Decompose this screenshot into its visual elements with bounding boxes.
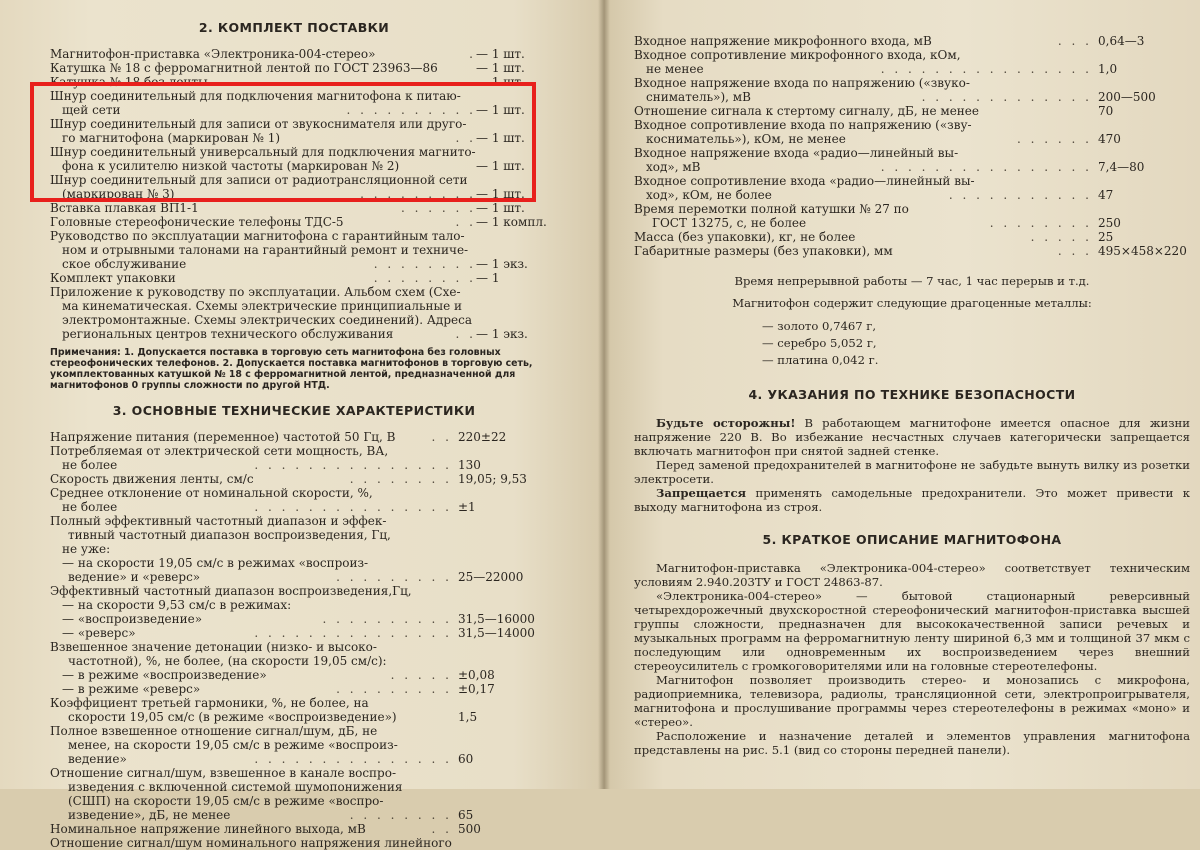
item-text: Входное напряжение входа «радио—линейный вы-	[634, 146, 959, 160]
list-item	[50, 794, 538, 808]
list-item	[50, 61, 538, 75]
item-text: Вставка плавкая ВП1-1	[50, 201, 199, 215]
leader-dots: . . .	[1057, 244, 1092, 258]
list-item	[50, 257, 538, 271]
item-value: 470	[1098, 132, 1121, 146]
item-value: 495×458×220	[1098, 244, 1187, 258]
item-value: 1,5	[458, 710, 478, 724]
safety-prohibit-bold: Запрещается	[656, 486, 747, 500]
leader-dots: . . . . . .	[401, 201, 476, 215]
list-item	[634, 48, 1190, 62]
safety-paragraph-3: Запрещается применять самодельные предохранители. Это может привести к выходу магнитофона из строя.	[634, 486, 1190, 514]
leader-dots: . . . . . . . . . . . . . . . .	[880, 62, 1092, 76]
item-text: Скорость движения ленты, см/с	[50, 472, 254, 486]
list-item	[50, 654, 538, 668]
item-value: 25	[1098, 230, 1114, 244]
item-text: электромонтажные. Схемы электрических соединений). Адреса	[62, 313, 472, 327]
item-text: ГОСТ 13275, с, не более	[652, 216, 807, 230]
list-item	[50, 598, 538, 612]
list-item	[50, 47, 538, 61]
item-text: Потребляемая от электрической сети мощность, ВА,	[50, 444, 389, 458]
item-value: — 1 шт.	[476, 187, 525, 201]
item-value: 31,5—14000	[458, 626, 535, 640]
item-text: Шнур соединительный для записи от радиотрансляционной сети	[50, 173, 468, 187]
item-value: — 1 шт.	[476, 201, 525, 215]
item-value: — 1 шт.	[476, 159, 525, 173]
item-value: 25—22000	[458, 570, 524, 584]
item-text: коснимательь»), кОм, не менее	[646, 132, 846, 146]
list-item	[50, 836, 538, 850]
list-item	[634, 146, 1190, 160]
item-text: Входное напряжение входа по напряжению («звуко-	[634, 76, 970, 90]
leader-dots: . . . . . . . .	[373, 257, 476, 271]
item-text: (СШП) на скорости 19,05 см/с в режиме «воспро-	[68, 794, 384, 808]
list-item	[50, 458, 538, 472]
item-value: 1,0	[1098, 62, 1118, 76]
item-text: менее, на скорости 19,05 см/с в режиме «воспроиз-	[68, 738, 398, 752]
leader-dots: . . . . . . . . . . . . . . .	[254, 626, 452, 640]
leader-dots: . . . . . . . . . . .	[948, 188, 1092, 202]
leader-dots: . . . . . . . . .	[336, 682, 452, 696]
list-item	[634, 230, 1190, 244]
list-item	[50, 500, 538, 514]
list-item	[50, 299, 538, 313]
leader-dots: . . . . . . . . . . . . . . .	[254, 500, 452, 514]
list-item	[50, 640, 538, 654]
item-text: Отношение сигнал/шум, взвешенное в канале воспро-	[50, 766, 397, 780]
item-value: 65	[458, 808, 474, 822]
item-value: — 1 шт.	[476, 75, 525, 89]
item-text: щей сети	[62, 103, 121, 117]
item-value: 500	[458, 822, 481, 836]
leader-dots: . . . . . .	[1017, 132, 1092, 146]
item-text: Эффективный частотный диапазон воспроизведения,Гц,	[50, 584, 412, 598]
list-item	[634, 174, 1190, 188]
item-value: 220±22	[458, 430, 507, 444]
leader-dots: . . . . . . . .	[349, 808, 452, 822]
leader-dots: . . . . . . . .	[349, 472, 452, 486]
item-text: не уже:	[62, 542, 111, 556]
list-item	[634, 90, 1190, 104]
item-text: Катушка № 18 с ферромагнитной лентой по ГОСТ 23963—86	[50, 61, 438, 75]
item-text: — на скорости 19,05 см/с в режимах «воспроиз-	[62, 556, 369, 570]
item-text: Руководство по эксплуатации магнитофона с гарантийным тало-	[50, 229, 465, 243]
item-text: Отношение сигнал/шум номинального напряжения линейного	[50, 836, 452, 850]
list-item	[50, 696, 538, 710]
list-item	[50, 243, 538, 257]
item-text: — на скорости 9,53 см/с в режимах:	[62, 598, 292, 612]
item-text: скорости 19,05 см/с (в режиме «воспроизведение»)	[68, 710, 397, 724]
item-text: Полное взвешенное отношение сигнал/шум, дБ, не	[50, 724, 378, 738]
list-item	[50, 682, 538, 696]
item-value: — 1	[476, 271, 500, 285]
leader-dots: . .	[431, 822, 452, 836]
item-text: не более	[62, 458, 118, 472]
leader-dots: . .	[455, 131, 476, 145]
item-text: Входное напряжение микрофонного входа, мВ	[634, 34, 932, 48]
item-text: фона к усилителю низкой частоты (маркирован № 2)	[62, 159, 400, 173]
section-4-title: 4. УКАЗАНИЯ ПО ТЕХНИКЕ БЕЗОПАСНОСТИ	[748, 387, 1076, 402]
list-item	[50, 542, 538, 556]
leader-dots: . . . . . . . . . . . . . . . .	[880, 160, 1092, 174]
leader-dots: . . . . .	[1030, 230, 1092, 244]
description-paragraph-4: Расположение и назначение деталей и элементов управления магнитофона представлены на рис. 5.1 (вид со стороны передней панели).	[634, 729, 1190, 757]
spec-list-left	[50, 430, 538, 850]
item-text: региональных центров технического обслуживания	[62, 327, 394, 341]
supply-note: Примечания: 1. Допускается поставка в торговую сеть магнитофона без головных стереофонических телефонов. 2. Допускается поставка магнитофонов в торговую сеть, укомплектованных катушкой № 18 с ферромагнитной лентой, предназначенной для магнитофонов 0 группы сложности по другой НТД.	[50, 347, 533, 391]
item-text: — в режиме «реверс»	[62, 682, 201, 696]
safety-paragraph-1: Будьте осторожны! В работающем магнитофоне имеется опасное для жизни напряжение 220 В. Во избежание несчастных случаев категорически запрещается включать магнитофон при снятой задней стенке.	[634, 416, 1190, 458]
item-text: ход», кОм, не более	[646, 188, 772, 202]
item-value: — 1 компл.	[476, 215, 547, 229]
item-text: — в режиме «воспроизведение»	[62, 668, 267, 682]
item-value: — 1 шт.	[476, 47, 525, 61]
item-text: ведение»	[68, 752, 127, 766]
leader-dots: .	[469, 47, 476, 61]
leader-dots: . . . . . . . .	[989, 216, 1092, 230]
right-page	[604, 0, 1200, 789]
item-text: Масса (без упаковки), кг, не более	[634, 230, 856, 244]
metal-platinum: — платина 0,042 г.	[762, 353, 879, 367]
item-text: Отношение сигнала к стертому сигналу, дБ, не менее	[634, 104, 980, 118]
item-text: Номинальное напряжение линейного выхода, мВ	[50, 822, 366, 836]
list-item	[50, 430, 538, 444]
item-value: 130	[458, 458, 481, 472]
section-2-title: 2. КОМПЛЕКТ ПОСТАВКИ	[198, 20, 390, 35]
item-text: не менее	[646, 62, 704, 76]
item-value: — 1 шт.	[476, 103, 525, 117]
list-item	[50, 271, 538, 285]
metal-silver: — серебро 5,052 г,	[762, 336, 877, 350]
list-item	[50, 313, 538, 327]
item-text: Время перемотки полной катушки № 27 по	[634, 202, 909, 216]
item-text: частотной), %, не более, (на скорости 19,05 см/с):	[68, 654, 387, 668]
list-item	[50, 215, 547, 229]
list-item	[50, 752, 538, 766]
list-item	[50, 201, 538, 215]
item-value: ±1	[458, 500, 476, 514]
item-text: Входное сопротивление микрофонного входа, кОм,	[634, 48, 961, 62]
item-text: изведение», дБ, не менее	[68, 808, 231, 822]
list-item	[50, 444, 538, 458]
item-value: 200—500	[1098, 90, 1156, 104]
leader-dots: . . . . . . . . . .	[346, 103, 476, 117]
list-item	[50, 738, 538, 752]
list-item	[634, 104, 1190, 118]
leader-dots: . . . . . . . . . . . . .	[921, 90, 1092, 104]
item-text: Шнур соединительный для подключения магнитофона к питаю-	[50, 89, 461, 103]
list-item	[634, 244, 1190, 258]
item-text: Головные стереофонические телефоны ТДС-5	[50, 215, 344, 229]
item-text: ское обслуживание	[62, 257, 187, 271]
item-value: 70	[1098, 104, 1114, 118]
item-value: — 1 шт.	[476, 131, 525, 145]
metals-intro: Магнитофон содержит следующие драгоценные металлы:	[732, 296, 1092, 310]
leader-dots: . .	[455, 327, 476, 341]
description-paragraph-1: Магнитофон-приставка «Электроника-004-стерео» соответствует техническим условиям 2.940.203ТУ и ГОСТ 24863-87.	[634, 561, 1190, 589]
item-text: Габаритные размеры (без упаковки), мм	[634, 244, 893, 258]
list-item	[634, 160, 1190, 174]
book-gutter	[598, 0, 610, 789]
list-item	[50, 808, 538, 822]
list-item	[50, 486, 538, 500]
list-item	[50, 822, 538, 836]
list-item	[634, 76, 1190, 90]
list-item	[634, 62, 1190, 76]
item-text: ном и отрывными талонами на гарантийный ремонт и техниче-	[62, 243, 469, 257]
item-text: ход», мВ	[646, 160, 701, 174]
description-paragraph-3: Магнитофон позволяет производить стерео- и монозапись с микрофона, радиоприемника, телевизора, радиолы, трансляционной сети, электропроигрывателя, магнитофона и прослушивание программы через стереотелефоны в режимах «моно» и «стерео».	[634, 673, 1190, 729]
item-text: сниматель»), мВ	[646, 90, 751, 104]
list-item	[50, 327, 538, 341]
description-paragraph-2: «Электроника-004-стерео» — бытовой стационарный реверсивный четырехдорожечный двухскоростной стереофонический магнитофон-приставка высшей группы сложности, предназначен для высококачественной записи речевых и музыкальных программ на ферромагнитную ленту шириной 6,3 мм и толщиной 37 мкм с последующим или одновременным их воспроизведением через внешний стереоусилитель с громкоговорителями или на головные стереотелефоны.	[634, 589, 1190, 673]
list-item	[50, 780, 538, 794]
item-text: Катушка № 18 без ленты	[50, 75, 208, 89]
item-text: Входное сопротивление входа «радио—линейный вы-	[634, 174, 975, 188]
spec-list-right	[634, 34, 1190, 258]
item-value: — 1 экз.	[476, 257, 528, 271]
item-value: 31,5—16000	[458, 612, 535, 626]
item-text: Коэффициент третьей гармоники, %, не более, на	[50, 696, 369, 710]
list-item	[50, 612, 538, 626]
list-item	[50, 514, 538, 528]
list-item	[634, 216, 1190, 230]
item-text: Шнур соединительный для записи от звукоснимателя или друго-	[50, 117, 467, 131]
list-item	[50, 626, 538, 640]
item-text: тивный частотный диапазон воспроизведения, Гц,	[68, 528, 391, 542]
section-5-title: 5. КРАТКОЕ ОПИСАНИЕ МАГНИТОФОНА	[762, 532, 1062, 547]
leader-dots: . . . . .	[390, 668, 452, 682]
list-item	[50, 556, 538, 570]
item-text: Магнитофон-приставка «Электроника-004-стерео»	[50, 47, 376, 61]
item-text: Среднее отклонение от номинальной скорости, %,	[50, 486, 373, 500]
item-text: Полный эффективный частотный диапазон и эффек-	[50, 514, 387, 528]
leader-dots: . . . . . . . .	[373, 271, 476, 285]
list-item	[634, 34, 1190, 48]
list-item	[50, 472, 538, 486]
leader-dots: . . . . . . . . .	[336, 570, 452, 584]
list-item	[50, 724, 538, 738]
item-text: Приложение к руководству по эксплуатации. Альбом схем (Схе-	[50, 285, 461, 299]
leader-dots: . . . . . . . . . .	[322, 612, 452, 626]
list-item	[50, 285, 538, 299]
section-3-title: 3. ОСНОВНЫЕ ТЕХНИЧЕСКИЕ ХАРАКТЕРИСТИКИ	[112, 403, 476, 418]
list-item	[50, 668, 538, 682]
list-item	[634, 118, 1190, 132]
item-text: — «реверс»	[62, 626, 136, 640]
item-text: ведение» и «реверс»	[68, 570, 201, 584]
safety-paragraph-2: Перед заменой предохранителей в магнитофоне не забудьте вынуть вилку из розетки электросети.	[634, 458, 1190, 486]
metal-gold: — золото 0,7467 г,	[762, 319, 877, 333]
leader-dots: . .	[431, 430, 452, 444]
item-text: Взвешенное значение детонации (низко- и высоко-	[50, 640, 377, 654]
item-text: не более	[62, 500, 118, 514]
list-item	[50, 710, 538, 724]
list-item	[50, 528, 538, 542]
item-value: — 1 шт.	[476, 61, 525, 75]
item-value: ±0,17	[458, 682, 495, 696]
leader-dots: . . . . . . . . . . . . . . .	[254, 458, 452, 472]
item-text: ма кинематическая. Схемы электрические принципиальные и	[62, 299, 462, 313]
item-text: Напряжение питания (переменное) частотой 50 Гц, В	[50, 430, 396, 444]
leader-dots: . . . . . . . . . . . . . . .	[254, 752, 452, 766]
item-value: — 1 экз.	[476, 327, 528, 341]
item-text: — «воспроизведение»	[62, 612, 203, 626]
leader-dots: . . . . . . . . .	[360, 187, 476, 201]
list-item	[50, 570, 538, 584]
list-item	[50, 766, 538, 780]
item-text: Комплект упаковки	[50, 271, 176, 285]
item-value: 19,05; 9,53	[458, 472, 527, 486]
work-time: Время непрерывной работы — 7 час, 1 час перерыв и т.д.	[734, 274, 1090, 288]
item-value: 250	[1098, 216, 1121, 230]
list-item	[634, 188, 1190, 202]
item-text: Входное сопротивление входа по напряжению («зву-	[634, 118, 972, 132]
leader-dots: . .	[455, 215, 476, 229]
list-item	[634, 202, 1190, 216]
item-text: Шнур соединительный универсальный для подключения магнито-	[50, 145, 476, 159]
highlight-box	[30, 82, 536, 202]
item-text: (маркирован № 3)	[62, 187, 175, 201]
item-value: 60	[458, 752, 474, 766]
item-value: 0,64—3	[1098, 34, 1145, 48]
item-text: го магнитофона (маркирован № 1)	[62, 131, 281, 145]
list-item	[50, 584, 538, 598]
item-value: 7,4—80	[1098, 160, 1145, 174]
leader-dots: . .	[455, 75, 476, 89]
item-value: ±0,08	[458, 668, 495, 682]
list-item	[50, 229, 538, 243]
item-value: 47	[1098, 188, 1114, 202]
safety-warning-bold: Будьте осторожны!	[656, 416, 796, 430]
list-item	[634, 132, 1190, 146]
leader-dots: . . .	[1057, 34, 1092, 48]
item-text: изведения с включенной системой шумопонижения	[68, 780, 403, 794]
